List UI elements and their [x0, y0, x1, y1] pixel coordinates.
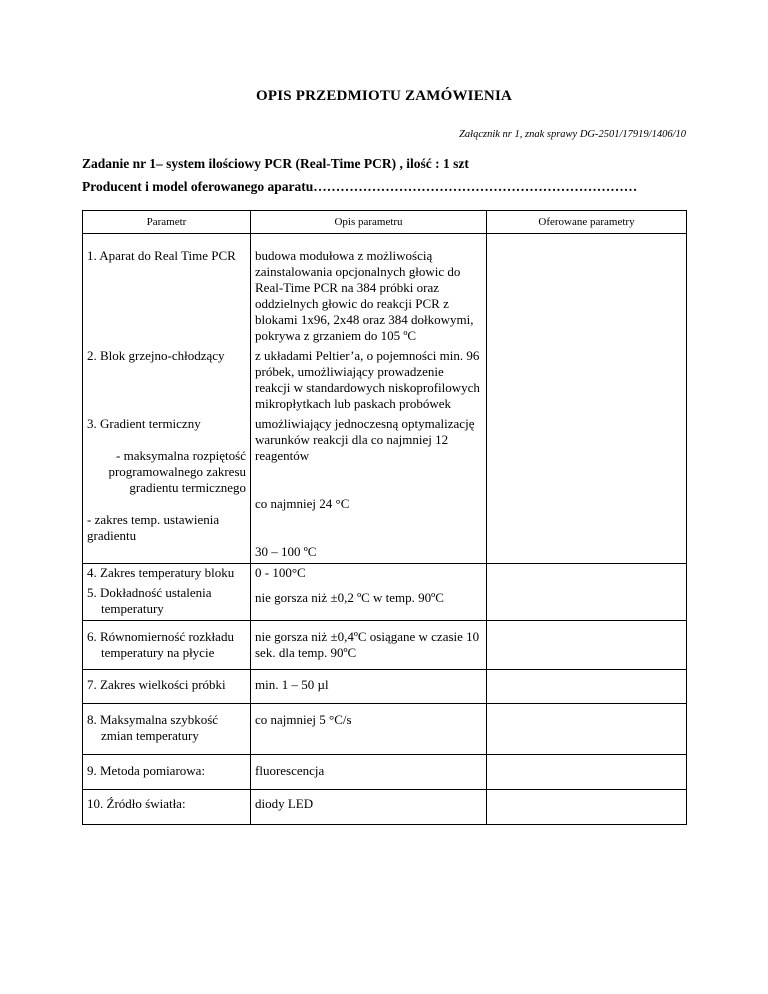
param-3-sub-1: - maksymalna rozpiętość programowalnego zakresu gradientu termicznego	[108, 448, 246, 495]
offer-cell-6	[487, 621, 687, 670]
table-row	[83, 790, 687, 825]
desc-3-sub-2: 30 – 100 ºC	[255, 544, 317, 559]
producer-line: Producent i model oferowanego aparatu………………………………………………………………	[82, 179, 638, 194]
header-oferowane-parametry: Oferowane parametry	[487, 211, 687, 234]
annex-reference: Załącznik nr 1, znak sprawy DG-2501/17919/1406/10	[459, 129, 686, 140]
param-3: 3. Gradient termiczny	[87, 416, 201, 431]
desc-6: nie gorsza niż ±0,4ºC osiągane w czasie 10 sek. dla temp. 90ºC	[255, 629, 480, 660]
desc-9: fluorescencja	[255, 763, 325, 778]
task-line: Zadanie nr 1– system ilościowy PCR (Real-Time PCR) , ilość : 1 szt	[82, 156, 469, 171]
document-title: OPIS PRZEDMIOTU ZAMÓWIENIA	[255, 88, 513, 104]
table-row	[83, 704, 687, 755]
desc-4: 0 - 100°C	[255, 565, 306, 580]
table-row	[83, 234, 687, 348]
desc-3: umożliwiający jednoczesną optymalizację warunków reakcji dla co najmniej 12 reagentów	[255, 416, 475, 463]
param-1: 1. Aparat do Real Time PCR	[87, 248, 236, 263]
desc-2: z układami Peltier’a, o pojemności min. 96 próbek, umożliwiający prowadzenie reakcji w standardowych niskoprofilowych mikropłytkach lub paskach probówek	[255, 348, 480, 411]
param-2: 2. Blok grzejno-chłodzący	[87, 348, 225, 363]
table-header-row	[83, 211, 687, 234]
offer-cell-4-5	[487, 564, 687, 621]
param-3-sub-2: - zakres temp. ustawienia gradientu	[87, 512, 220, 543]
offer-cell-8	[487, 704, 687, 755]
offer-cell-9	[487, 755, 687, 790]
table-row	[83, 621, 687, 670]
desc-3-sub-1: co najmniej 24 °C	[255, 496, 350, 511]
offer-cell-7	[487, 670, 687, 704]
param-9: 9. Metoda pomiarowa:	[87, 763, 206, 778]
desc-10: diody LED	[255, 796, 314, 811]
param-6: 6. Równomierność rozkładu temperatury na płycie	[87, 629, 234, 660]
desc-7: min. 1 – 50 µl	[255, 677, 329, 692]
offer-cell-1-3	[487, 234, 687, 564]
header-parametr: Parametr	[83, 211, 251, 234]
param-10: 10. Źródło światła:	[87, 796, 186, 811]
desc-5: nie gorsza niż ±0,2 ºC w temp. 90ºC	[255, 590, 444, 605]
header-opis-parametru: Opis parametru	[251, 211, 487, 234]
table-row	[83, 755, 687, 790]
offer-cell-10	[487, 790, 687, 825]
desc-1: budowa modułowa z możliwością zainstalowania opcjonalnych głowic do Real-Time PCR na 384 próbki oraz oddzielnych głowic do reakcji PCR z blokami 1x96, 2x48 oraz 384 dołkowymi, pokrywa z grzaniem do 105 ºC	[255, 248, 474, 343]
param-8: 8. Maksymalna szybkość zmian temperatury	[87, 712, 219, 743]
table-row	[83, 670, 687, 704]
specification-table	[82, 210, 687, 825]
param-5: 5. Dokładność ustalenia temperatury	[87, 585, 212, 616]
table-row	[83, 564, 687, 585]
param-4: 4. Zakres temperatury bloku	[87, 565, 235, 580]
desc-8: co najmniej 5 °C/s	[255, 712, 352, 727]
param-7: 7. Zakres wielkości próbki	[87, 677, 226, 692]
